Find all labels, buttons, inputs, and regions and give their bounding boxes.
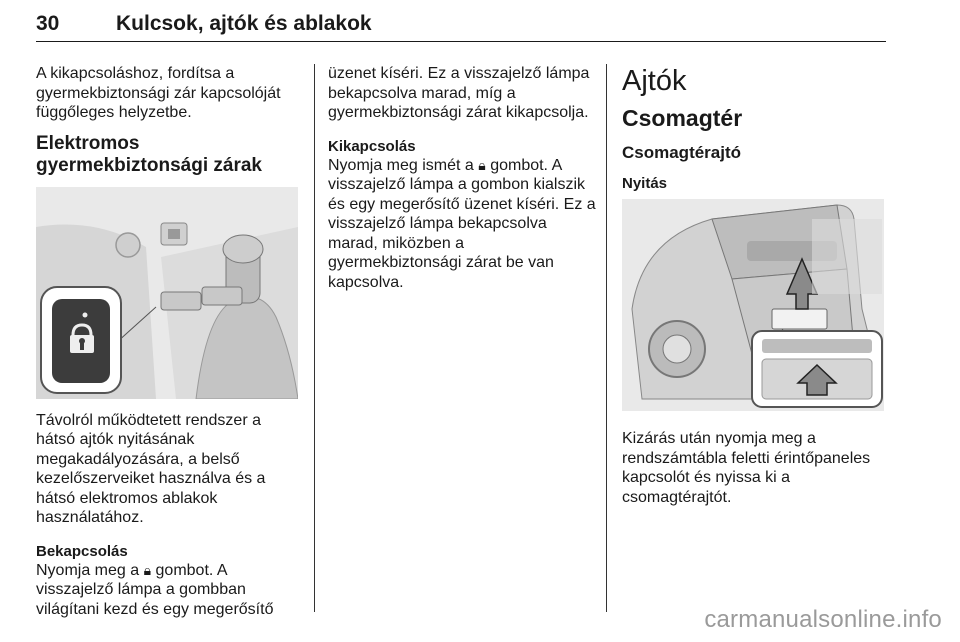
electric-child-lock-heading: Elektromos gyermekbiztonsági zárak (36, 132, 262, 176)
child-lock-icon: 🔒︎ (143, 561, 152, 578)
section-title: Ajtók (622, 65, 687, 97)
activation-paragraph: Nyomja meg a 🔒︎ gombot. A visszajelző lámpa a gombban világítani kezd és egy megerősítő (36, 561, 274, 618)
description-paragraph: Távolról működtetett rendszer a hátsó ajtók nyitásának megakadályozására, a belső kezelőszerveiket használva és a hátsó elektromos ablakok használatához. (36, 411, 266, 526)
activation-heading: Bekapcsolás (36, 542, 128, 560)
deactivation-heading: Kikapcsolás (328, 137, 416, 155)
child-lock-icon: 🔒︎ (478, 156, 486, 173)
column-2 (328, 64, 598, 292)
continuation-paragraph: üzenet kíséri. Ez a visszajelző lámpa bekapcsolva marad, míg a gyermekbiztonsági zárat kikapcsolja. (328, 65, 590, 121)
column-separator (606, 64, 607, 612)
subsubsection-title: Csomagtérajtó (622, 143, 742, 162)
watermark: carmanualsonline.info (704, 606, 942, 633)
chapter-title: Kulcsok, ajtók és ablakok (116, 12, 372, 35)
intro-paragraph: A kikapcsoláshoz, fordítsa a gyermekbiztonsági zár kapcsolóját függőleges helyzetbe. (36, 65, 281, 121)
page-header (36, 8, 886, 42)
child-lock-switch-figure (36, 187, 298, 399)
column-3 (622, 64, 892, 507)
tailgate-figure (622, 199, 884, 411)
deactivation-paragraph: Nyomja meg ismét a 🔒︎ gombot. A visszajelző lámpa a gombon kialszik és egy megerősítő üzenet kíséri. Ez a visszajelző lámpa bekapcsolva marad, miközben a gyermekbiztonsági zárat be van kapcsolva. (328, 156, 596, 291)
subsection-title: Csomagtér (622, 105, 743, 131)
column-separator (314, 64, 315, 612)
column-1 (36, 64, 304, 619)
opening-paragraph: Kizárás után nyomja meg a rendszámtábla feletti érintőpaneles kapcsolót és nyissa ki a csomagtérajtót. (622, 430, 871, 506)
header-rule (36, 41, 886, 42)
opening-heading: Nyitás (622, 175, 668, 192)
page-number: 30 (36, 12, 60, 35)
